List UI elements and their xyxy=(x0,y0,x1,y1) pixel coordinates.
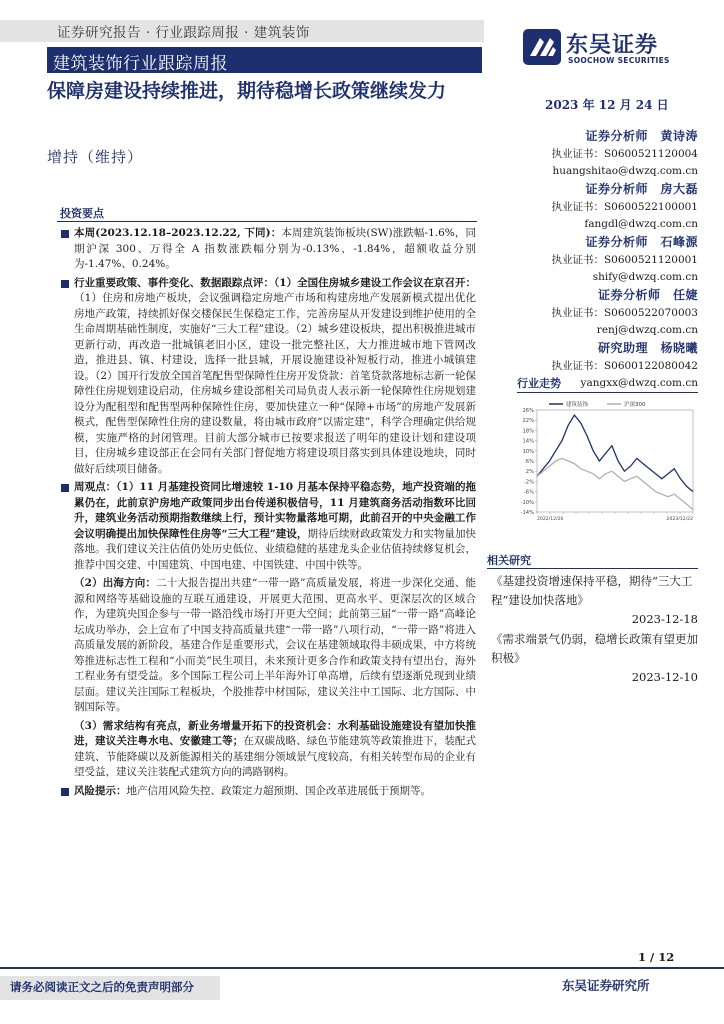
y-tick-label: 18% xyxy=(522,428,534,435)
analyst-name: 证券分析师 黄诗涛 xyxy=(585,129,698,143)
related-research-date: 2023-12-18 xyxy=(631,612,698,626)
related-research-item[interactable] xyxy=(487,630,698,687)
analyst-license: 执业证书：S0600522070003 xyxy=(551,307,698,319)
footer-rule xyxy=(0,967,724,969)
analyst-license: 执业证书：S0600122080042 xyxy=(551,360,698,372)
y-tick-label: 6% xyxy=(525,459,534,465)
analyst-license: 执业证书：S0600521120004 xyxy=(551,148,698,160)
page-number: 1 / 12 xyxy=(638,950,675,964)
series-line-1 xyxy=(537,415,693,492)
analyst-email[interactable]: fangdl@dwzq.com.cn xyxy=(584,218,698,230)
analyst-email[interactable]: huangshitao@dwzq.com.cn xyxy=(552,165,698,177)
point-text: 二十大报告提出共建“一带一路”高质量发展，将进一步深化交通、能源和网络等基础设施的互联互通建设，开展更大范围、更高水平、更深层次的区域合作，为建筑央国企参与一带一路沿线市场打开更大空间；此前第三届“一带一路”高峰论坛成功举办，会上宣布了中国支持高质量共建“一带一路”八项行动，“一带一路”将进入高质量发展的新阶段，基建合作是重要形式，会议在基建领域取得丰硕成果，中方将统筹推进标志性工程和“小而美”民生项目，未来预计更多合作和政策支持有望出台，海外工程业务有望受益。多个国际工程公司上半年海外订单高增，后续有望逐渐兑现到业绩层面。建议关注国际工程板块，个股推荐中材国际，建议关注中工国际、北方国际、中钢国际等。 xyxy=(74,577,476,713)
point-overseas xyxy=(60,576,476,716)
investment-points xyxy=(60,226,476,802)
footer-disclaimer-band xyxy=(0,976,220,1000)
analyst-license: 执业证书：S0600521120001 xyxy=(551,254,698,266)
point-label: （3）需求结构有亮点，新业务增量开拓下的投资机会：水利基础设施建设有望加快推进，建议关注粤水电、安徽建工等； xyxy=(74,719,476,747)
analyst-name: 证券分析师 石峰源 xyxy=(585,235,698,249)
y-tick-label: -14% xyxy=(520,510,534,516)
point-text: （1）住房和房地产板块，会议强调稳定房地产市场和构建房地产发展新模式提出优化房地产政策，持续抓好保交楼保民生保稳定工作，完善房屋从开发建设到维护使用的全生命周期基础性制度，实施好“三大工程”建设。（2）城乡建设板块，提出积极推进城市更新行动，再改造一批城镇老旧小区，建设一批完整社区，大力推进城市地下管网改造，推进县、镇、村建设，选择一批县城，开展设施建设补短板行动，推进小城镇建设。（2）国开行发放全国首笔配售型保障性住房开发贷款：首笔贷款落地标志新一轮保障性住房规划建设启动，住房城乡建设部相关司局负责人表示新一轮保障性住房规划建设分为配租型和配售型两种保障性住房，要加快建立一种“保障+市场”的房地产发展新模式，配售型保障性住房的建设数量，将由城市政府“以需定建”，科学合理确定供给规模，实施严格的封闭管理。目前大部分城市已按要求报送了明年的建设计划和建设项目，住房城乡建设部正在会同有关部门督促地方将建设项目落实到具体建设地块，同时做好后续项目储备。 xyxy=(74,292,476,475)
y-tick-label: 22% xyxy=(522,418,534,425)
market-trend-rule xyxy=(517,392,698,393)
point-policy xyxy=(60,276,476,478)
related-research-text[interactable]: 《需求端景气仍弱，稳增长政策有望更加积极》 xyxy=(491,632,698,665)
header-breadcrumb: 证券研究报告 · 行业跟踪周报 · 建筑装饰 xyxy=(57,25,310,41)
footer-disclaimer[interactable]: 请务必阅读正文之后的免责声明部分 xyxy=(10,980,194,994)
point-demand xyxy=(60,719,476,781)
analyst-block xyxy=(512,286,698,339)
analyst-name: 证券分析师 任婕 xyxy=(597,288,698,302)
y-tick-label: 14% xyxy=(522,438,534,445)
soochow-logo xyxy=(522,28,698,68)
analyst-license: 执业证书：S0600522100001 xyxy=(551,201,698,213)
point-label: 风险提示： xyxy=(74,784,127,797)
analyst-block xyxy=(512,180,698,233)
analyst-list xyxy=(512,127,698,392)
market-trend-title: 行业走势 xyxy=(517,377,561,390)
point-view xyxy=(60,480,476,573)
analyst-email[interactable]: yangxx@dwzq.com.cn xyxy=(580,377,698,389)
market-trend-svg xyxy=(517,398,698,530)
y-tick-label: -6% xyxy=(523,489,534,496)
point-text: 地产信用风险失控、政策定力超预期、国企改革进展低于预期等。 xyxy=(126,784,431,797)
related-research-text[interactable]: 《基建投资增速保持平稳，期待“三大工程”建设加快落地》 xyxy=(491,574,693,607)
market-trend-chart xyxy=(517,398,698,530)
series-line-2 xyxy=(537,458,693,509)
point-text: 在双碳战略、绿色节能建筑等政策推进下，装配式建筑、节能降碳以及新能源相关的基建细分领域景气度较高，有相关转型布局的企业有望受益，建议关注装配式建筑方向的鸿路钢构。 xyxy=(74,735,477,778)
y-tick-label: 26% xyxy=(522,408,534,414)
related-research-rule xyxy=(487,568,698,569)
analyst-block xyxy=(512,233,698,286)
point-label: 周观点：（1）11 月基建投资同比增速较 1-10 月基本保持平稳态势，地产投资端的拖累仍在，此前京沪房地产政策同步出台传递积极信号，11 月建筑商务活动指数环比回升，建筑业务活动预期指数继续上行，预计实物量落地可期，此前召开的中央金融工作会议明确提出加快保障性住房等“三大工程”建设， xyxy=(74,481,476,540)
report-headline: 保障房建设持续推进，期待稳增长政策继续发力 xyxy=(47,80,447,102)
point-weekly xyxy=(60,226,476,273)
point-label: 行业重要政策、事件变化、数据跟踪点评：（1）全国住房城乡建设工作会议在京召开： xyxy=(74,276,476,289)
legend-label: 沪深300 xyxy=(624,402,646,408)
point-text: 本周建筑装饰板块(SW)涨跌幅-1.6%，同期沪深 300、万得全 A 指数涨跌幅分别为-0.13%、-1.84%，超额收益分别为-1.47%、0.24%。 xyxy=(74,227,476,270)
brand-name-cn: 东吴证券 xyxy=(566,33,659,58)
x-tick-label: 2023/12/22 xyxy=(666,517,693,522)
point-label: （2）出海方向： xyxy=(74,577,157,589)
point-text: 期待后续财政政策发力和实物量加快落地。我们建议关注估值仍处历史低位、业绩稳健的基建龙头企业估值持续修复机会，推荐中国交建、中国建筑、中国电建、中国铁建、中国中铁等。 xyxy=(74,527,476,571)
header-breadcrumb-band xyxy=(0,20,484,42)
analyst-name: 证券分析师 房大磊 xyxy=(585,182,698,196)
y-tick-label: 2% xyxy=(525,469,534,476)
y-tick-label: -2% xyxy=(523,479,534,486)
related-research-date: 2023-12-10 xyxy=(631,670,698,684)
point-label: 本周(2023.12.18–2023.12.22, 下同)： xyxy=(74,227,282,239)
rating: 增持（维持） xyxy=(47,148,144,166)
point-risk xyxy=(60,784,476,800)
related-research-item[interactable] xyxy=(487,572,698,629)
report-type-band xyxy=(47,47,482,73)
y-tick-label: 10% xyxy=(522,448,534,455)
investment-points-rule xyxy=(57,221,477,222)
y-tick-label: -10% xyxy=(520,499,534,506)
x-tick-label: 2022/12/26 xyxy=(537,517,564,522)
analyst-email[interactable]: renj@dwzq.com.cn xyxy=(596,324,698,336)
report-date: 2023 年 12 月 24 日 xyxy=(545,98,669,112)
footer-brand: 东吴证券研究所 xyxy=(562,978,650,993)
analyst-email[interactable]: shify@dwzq.com.cn xyxy=(592,271,698,283)
analyst-block xyxy=(512,127,698,180)
legend-label: 建筑装饰 xyxy=(566,402,589,408)
soochow-logo-icon xyxy=(522,28,562,66)
investment-points-title: 投资要点 xyxy=(60,207,104,220)
report-type: 建筑装饰行业跟踪周报 xyxy=(53,54,228,74)
brand-name-en: SOOCHOW SECURITIES xyxy=(568,56,670,65)
analyst-name: 研究助理 杨晓曦 xyxy=(597,341,698,355)
related-research-title: 相关研究 xyxy=(487,554,531,567)
